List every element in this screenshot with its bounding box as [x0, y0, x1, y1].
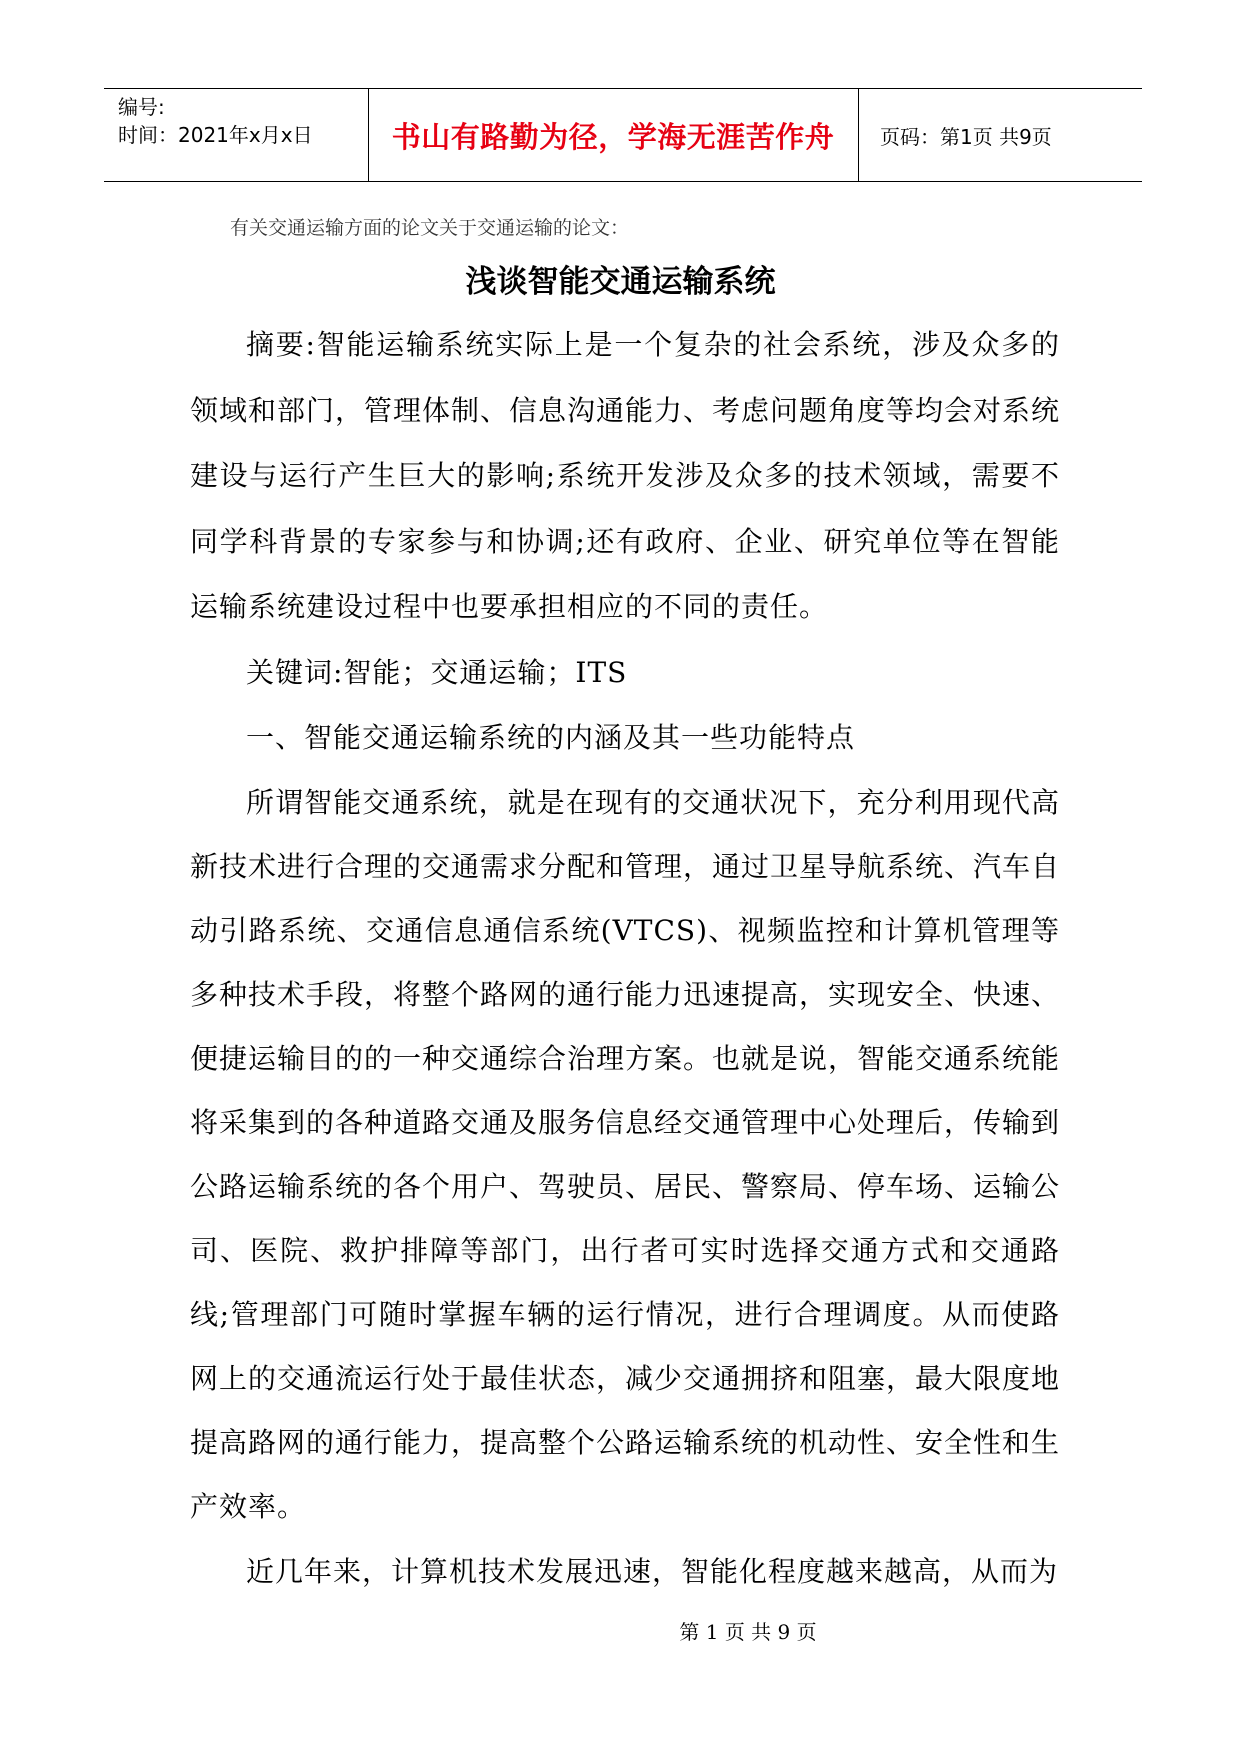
abstract-paragraph: 摘要:智能运输系统实际上是一个复杂的社会系统，涉及众多的领域和部门，管理体制、信息沟通能力、考虑问题角度等均会对系统建设与运行产生巨大的影响;系统开发涉及众多的技术领域，需要不同学科背景的专家参与和协调;还有政府、企业、研究单位等在智能运输系统建设过程中也要承担相应的不同的责任。	[190, 328, 1061, 623]
header-divider	[858, 89, 859, 181]
keywords-paragraph: 关键词:智能；交通运输；ITS	[246, 655, 628, 689]
document-time-label: 时间：2021年x月x日	[118, 123, 313, 147]
header-page-info: 页码：第1页 共9页	[880, 124, 1052, 149]
body-paragraph: 所谓智能交通系统，就是在现有的交通状况下，充分利用现代高新技术进行合理的交通需求分配和管理，通过卫星导航系统、汽车自动引路系统、交通信息通信系统(VTCS)、视频监控和计算机管理等多种技术手段，将整个路网的通行能力迅速提高，实现安全、快速、便捷运输目的的一种交通综合治理方案。也就是说，智能交通系统能将采集到的各种道路交通及服务信息经交通管理中心处理后，传输到公路运输系统的各个用户、驾驶员、居民、警察局、停车场、运输公司、医院、救护排障等部门，出行者可实时选择交通方式和交通路线;管理部门可随时掌握车辆的运行情况，进行合理调度。从而使路网上的交通流运行处于最佳状态，减少交通拥挤和阻塞，最大限度地提高路网的通行能力，提高整个公路运输系统的机动性、安全性和生产效率。	[190, 785, 1061, 1523]
document-body	[190, 312, 1060, 1604]
page-footer: 第 1 页 共 9 页	[679, 1620, 817, 1644]
intro-line: 有关交通运输方面的论文关于交通运输的论文：	[230, 217, 630, 239]
document-title: 浅谈智能交通运输系统	[465, 264, 776, 300]
body-paragraph: 近几年来，计算机技术发展迅速，智能化程度越来越高，从而为	[246, 1554, 1059, 1588]
header-motto: 书山有路勤为径，学海无涯苦作舟	[391, 119, 835, 154]
page-header	[104, 88, 1142, 182]
document-number-label: 编号:	[118, 95, 165, 119]
section-heading: 一、智能交通运输系统的内涵及其一些功能特点	[246, 721, 856, 754]
